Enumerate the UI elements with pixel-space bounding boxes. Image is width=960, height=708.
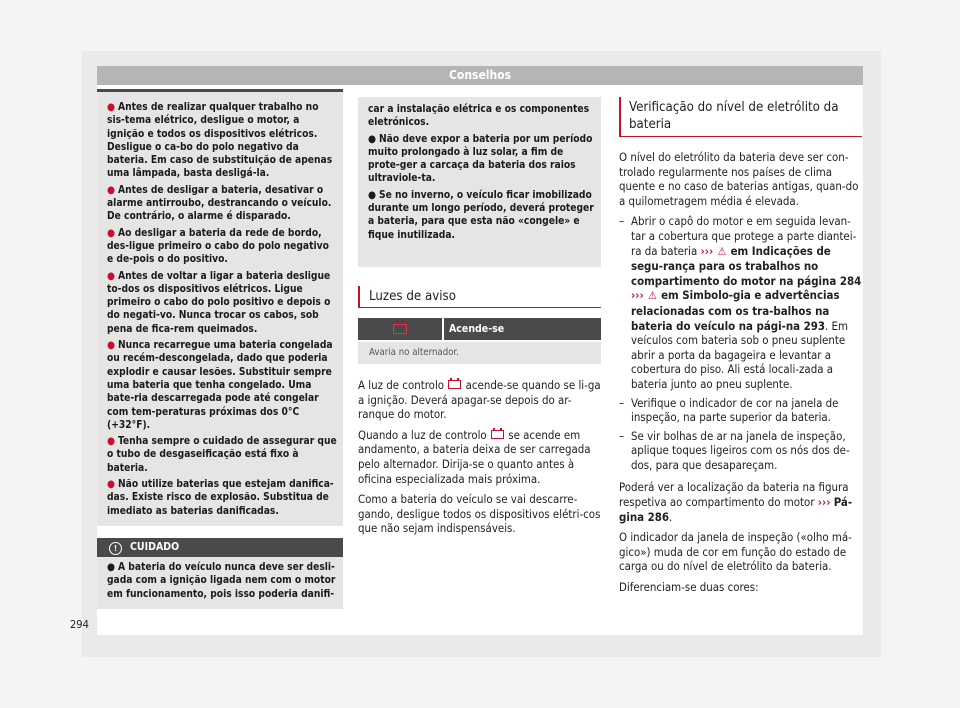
warning-lights-text [358, 378, 603, 542]
paragraph: Poderá ver a localização da bateria na figura respetiva ao compartimento do motor ››› Pá-gina 286. [619, 480, 853, 524]
caution-box-continued [358, 97, 601, 267]
caution-info-icon: ! [109, 542, 122, 555]
bullet-icon: ● [368, 189, 376, 201]
caution-item: ● A bateria do veículo nunca deve ser desli-gada com a ignição ligada nem com o motor em funcionamento, pois isso poderia danifi- [107, 562, 336, 600]
caution-header [97, 538, 343, 557]
electrolyte-text [619, 150, 863, 601]
table-separator [442, 318, 444, 340]
warning-item: ● Nunca recarregue uma bateria congelada ou recém-descongelada, dado que poderia explodir e causar lesões. Substituir sempre uma bateria que tenha congelado. Uma bate-ria descarregada pode até congelar com tem-peraturas próximas dos 0°C (+32°F). [107, 340, 333, 431]
section-underline [358, 307, 601, 308]
warning-box [97, 89, 343, 526]
battery-icon [448, 380, 461, 389]
bullet-icon: ● [368, 133, 376, 145]
bullet-icon: ● [107, 184, 115, 196]
page-number: 294 [70, 618, 89, 631]
bullet-icon: ● [107, 436, 115, 448]
bullet-icon: ● [107, 270, 115, 282]
section-underline [619, 136, 862, 137]
section-accent-bar [358, 286, 360, 308]
list-item: – Se vir bolhas de ar na janela de inspeção, aplique toques ligeiros com os nós dos de-dos, para que desapareçam. [619, 428, 850, 472]
link-arrow-icon[interactable]: ››› [817, 495, 831, 510]
warning-triangle-icon: ⚠ [647, 289, 657, 303]
list-item: – Verifique o indicador de cor na janela de inspeção, na parte superior da bateria. [619, 395, 839, 425]
battery-icon [491, 430, 504, 439]
warning-item: ● Antes de voltar a ligar a bateria desligue to-dos os dispositivos elétricos. Ligue primeiro o cabo do polo positivo e depois o do negati-vo. Nunca trocar os cabos, sob pena de fica-rem queimados. [107, 270, 331, 335]
bullet-icon: ● [107, 562, 115, 573]
caution-body [97, 557, 343, 601]
table-row: Avaria no alternador. [358, 342, 601, 364]
warning-light-table-header [358, 318, 601, 340]
paragraph: O nível do eletrólito da bateria deve ser con-trolado regularmente nos países de clima quente e no caso de baterias antigas, quan-do a quilometragem média é elevada. [619, 150, 859, 208]
caution-box [97, 538, 343, 609]
table-header-label: Acende-se [449, 323, 505, 335]
table-icon-cell [358, 318, 442, 340]
warning-item: ● Tenha sempre o cuidado de assegurar que o tubo de desgaseificação está fixo à bateria. [107, 436, 337, 474]
warning-item: ● Não utilize baterias que estejam danifica-das. Existe risco de explosão. Substitua de imediato as baterias danificadas. [107, 479, 334, 517]
bullet-icon: ● [107, 227, 115, 239]
warning-item: ● Antes de desligar a bateria, desativar o alarme antirroubo, destrancando o veículo. De contrário, o alarme é disparado. [107, 184, 332, 223]
bullet-icon: ● [107, 340, 115, 352]
section-title-warning-lights: Luzes de aviso [369, 289, 456, 304]
bullet-icon: ● [107, 102, 115, 113]
warning-triangle-icon: ⚠ [717, 244, 727, 258]
caution-item: ● Não deve expor a bateria por um período muito prolongado à luz solar, a fim de prote-ger a carcaça da bateria dos raios ultraviole-ta. [368, 133, 593, 185]
paragraph: O indicador da janela de inspeção («olho má-gico») muda de cor em função do estado de carga ou do nível de eletrólito da bateria. [619, 530, 852, 574]
link-arrow-icon[interactable]: ››› [631, 288, 644, 303]
paragraph: Como a bateria do veículo se vai descarre-gando, desligue todos os dispositivos elétri-cos que não sejam indispensáveis. [358, 492, 601, 536]
list-item: – Abrir o capô do motor e em seguida levan-tar a cobertura que protege a parte diantei-ra da bateria ››› ⚠ em Indicações de segu-rança para os trabalhos no compartimento do motor na página 284 ››› ⚠ em Simbolo-gia e advertências relacionadas com os tra-balhos na bateria do veículo na pági-na 293. Em veículos com bateria sob o pneu suplente abrir a porta da bagageira e levantar a cobertura do piso. Ali está locali-zada a bateria junto ao pneu suplente. [619, 214, 862, 391]
paragraph: Quando a luz de controlo se acende em andamento, a bateria deixa de ser carregada pelo alternador. Dirija-se o quanto antes à oficina especializada mais próxima. [358, 427, 591, 486]
bullet-icon: ● [107, 479, 115, 491]
caution-title: CUIDADO [130, 541, 180, 553]
warning-item: ● Antes de realizar qualquer trabalho no sis-tema elétrico, desligue o motor, a ignição e todos os dispositivos elétricos. Desligue o ca-bo do polo negativo da bateria. Em caso de substituição de apenas uma lâmpada, basta desligá-la. [107, 102, 333, 180]
paragraph: A luz de controlo acende-se quando se li-ga a ignição. Deverá apagar-se depois do ar-ranque do motor. [358, 378, 601, 422]
section-title-electrolyte: Verificação do nível de eletrólito da bateria [629, 100, 839, 132]
caution-item: ● Se no inverno, o veículo ficar imobilizado durante um longo período, deverá proteger a bateria, para que esta não «congele» e fique inutilizada. [368, 189, 594, 241]
section-accent-bar [619, 97, 621, 137]
caution-continued-text: car a instalação elétrica e os componentes eletrónicos. [368, 104, 590, 129]
page-header: Conselhos [97, 66, 863, 85]
paragraph: Diferenciam-se duas cores: [619, 580, 759, 595]
battery-warning-icon [393, 324, 407, 334]
warning-item: ● Ao desligar a bateria da rede de bordo, des-ligue primeiro o cabo do polo negativo e de-pois o do positivo. [107, 227, 329, 266]
link-arrow-icon[interactable]: ››› [700, 243, 714, 258]
